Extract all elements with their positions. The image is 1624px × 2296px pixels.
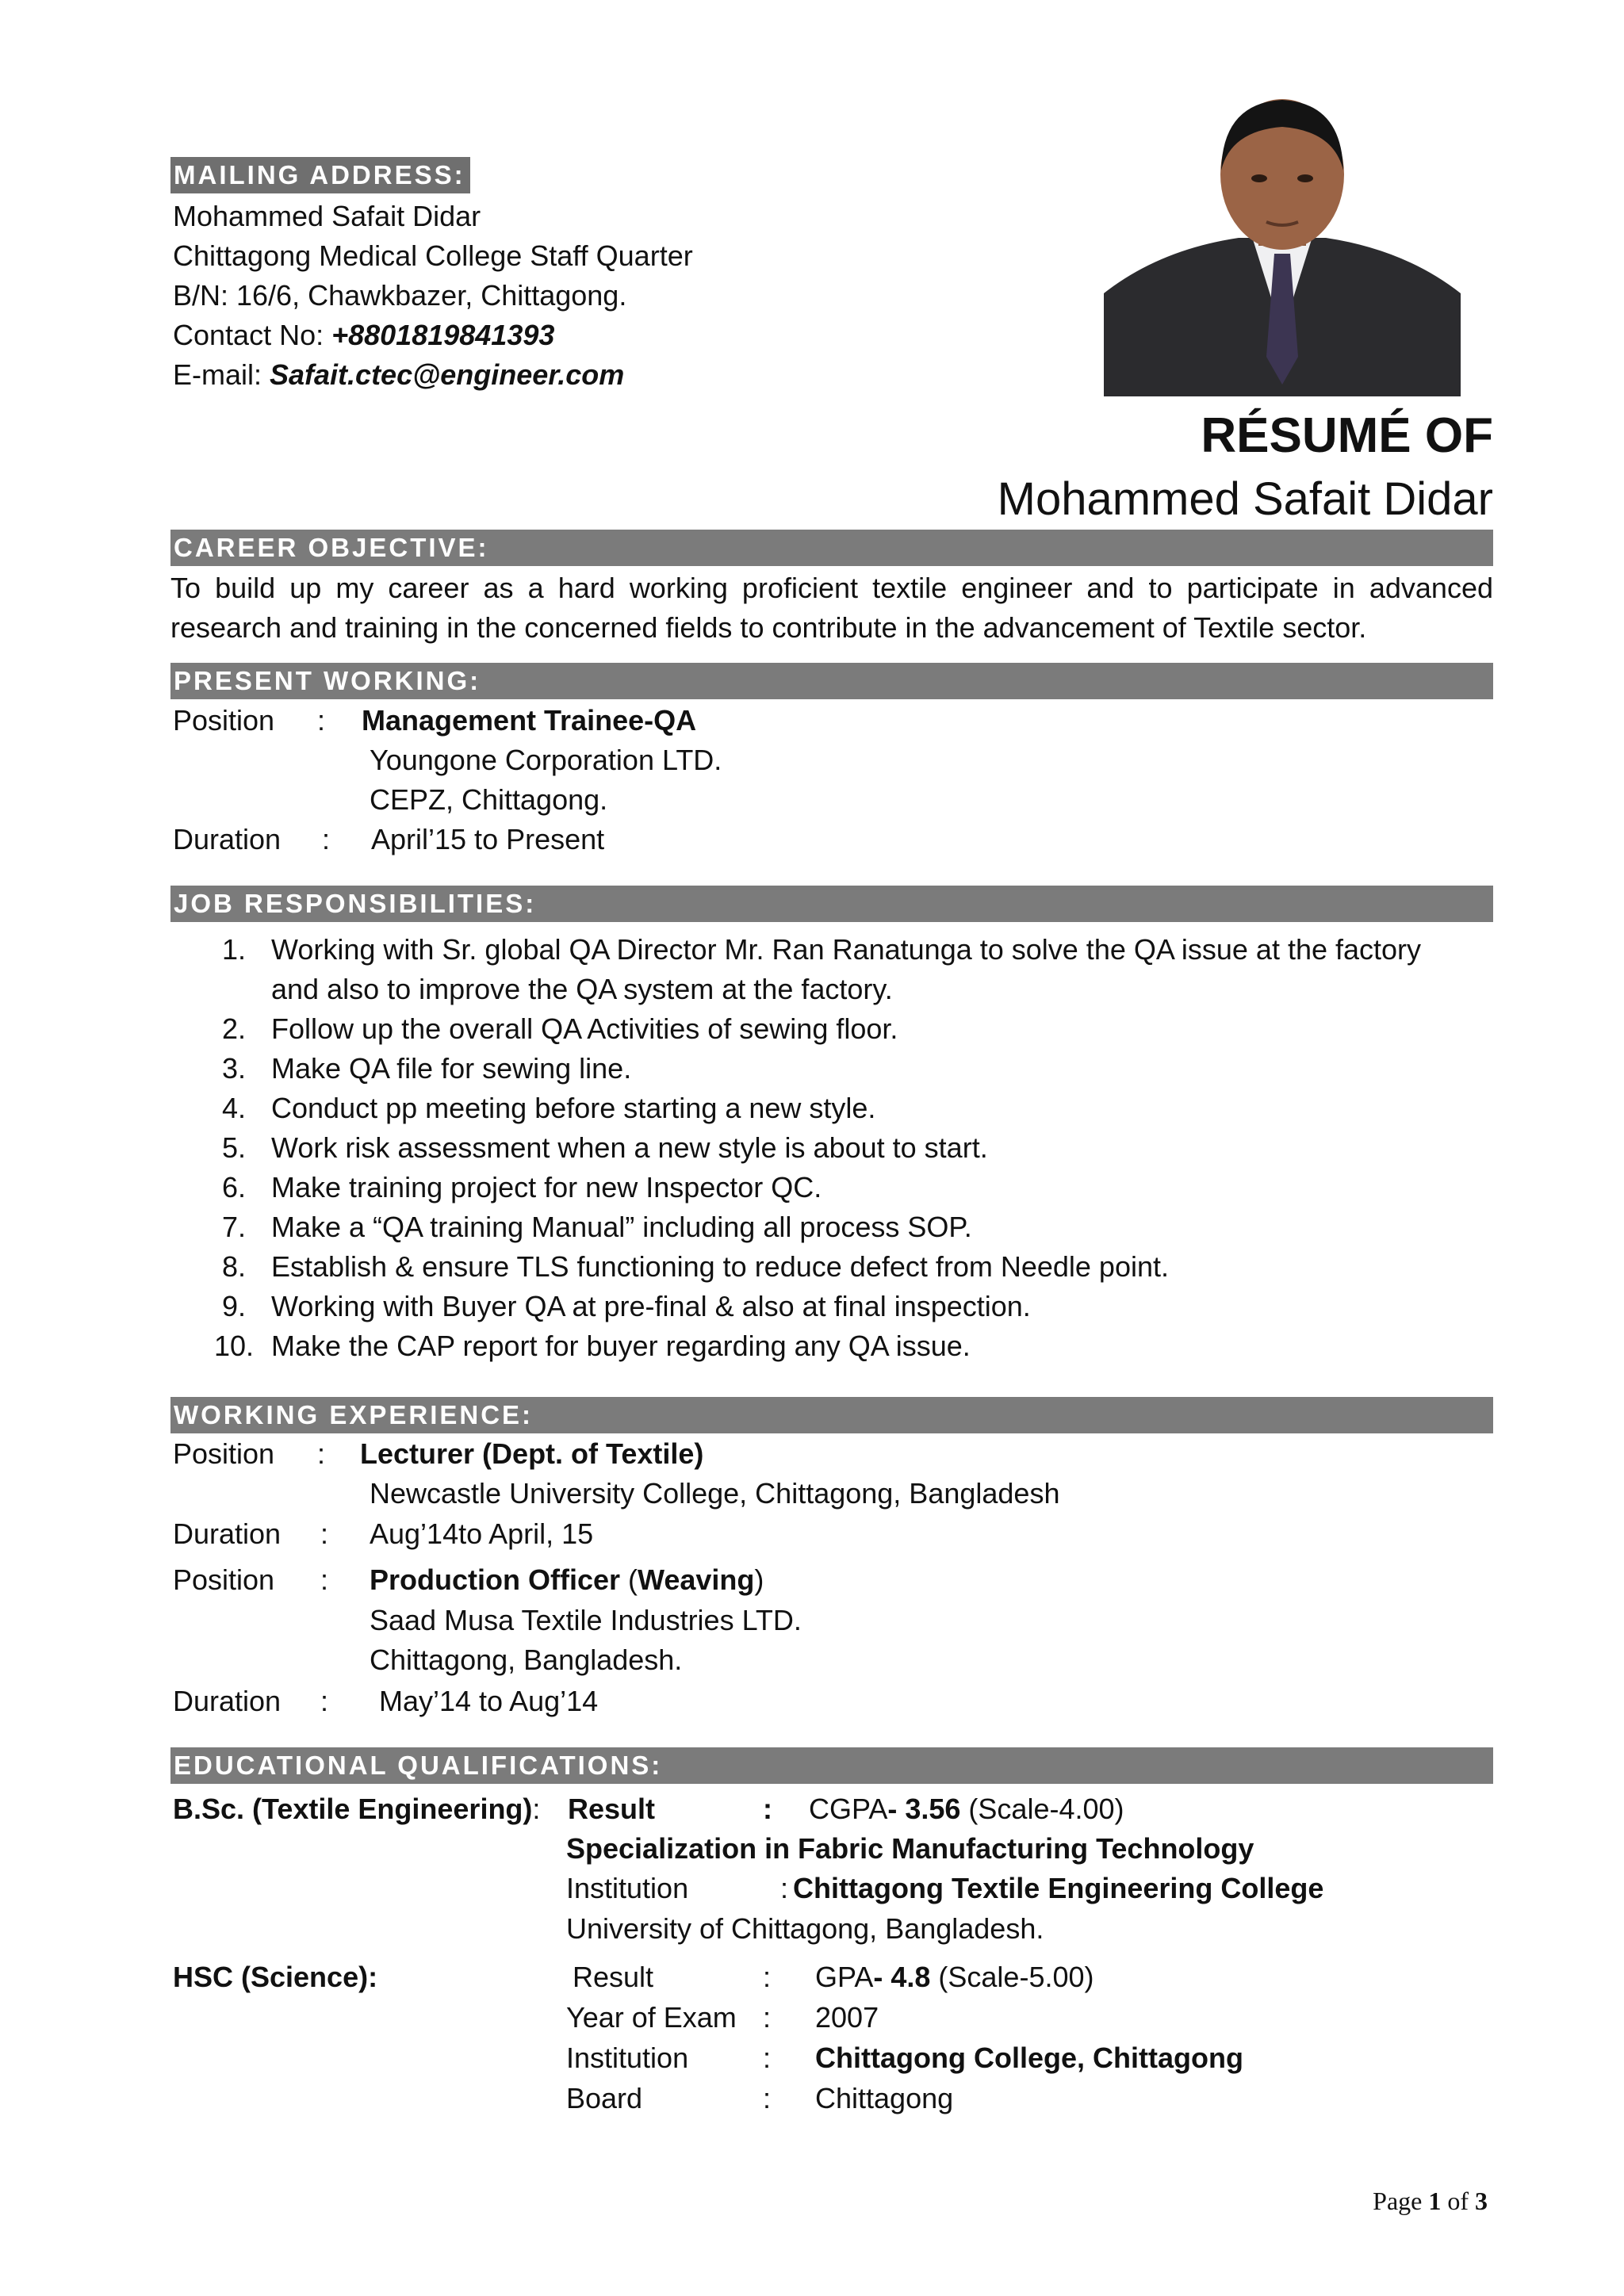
resume-name: Mohammed Safait Didar <box>997 473 1493 525</box>
duration-label: Duration <box>173 1685 282 1717</box>
colon: : <box>763 2042 772 2074</box>
working-experience-header: WORKING EXPERIENCE: <box>170 1397 1493 1433</box>
list-item: Work risk assessment when a new style is about to start. <box>271 1131 988 1164</box>
email-address: Safait.ctec@engineer.com <box>270 358 625 391</box>
list-number: 9. <box>222 1290 247 1322</box>
duration-label: Duration <box>173 1517 282 1550</box>
hsc-result <box>815 1957 1094 1997</box>
contact-line <box>173 316 554 355</box>
hsc-board: Chittagong <box>815 2082 954 2114</box>
position-label: Position <box>173 1563 275 1596</box>
hsc-result-prefix: GPA <box>815 1961 874 1993</box>
list-item: Make a “QA training Manual” including all process SOP. <box>271 1211 972 1243</box>
colon: : <box>320 1563 329 1596</box>
list-number: 4. <box>222 1092 247 1124</box>
list-number: 2. <box>222 1012 247 1045</box>
colon: : <box>780 1872 789 1904</box>
colon: : <box>763 2001 772 2034</box>
hsc-degree: HSC (Science): <box>173 1961 378 1993</box>
position-label: Position <box>173 704 275 737</box>
career-objective-text: To build up my career as a hard working proficient textile engineer and to participate in advanced research and training in the concerned fields to contribute in the advancement of Textile sector. <box>170 572 1493 644</box>
colon: : <box>320 1517 329 1550</box>
job2-location: Chittagong, Bangladesh. <box>370 1644 683 1676</box>
paren: ) <box>754 1563 764 1596</box>
resume-title: RÉSUMÉ OF <box>1201 408 1493 463</box>
job2-position <box>370 1560 764 1600</box>
mailing-address-line: Chittagong Medical College Staff Quarter <box>173 239 693 272</box>
list-item: Make the CAP report for buyer regarding any QA issue. <box>271 1330 971 1362</box>
list-item-continuation: and also to improve the QA system at the factory. <box>271 973 893 1005</box>
job1-company: Newcastle University College, Chittagong, Bangladesh <box>370 1477 1060 1510</box>
colon: : <box>763 1793 772 1825</box>
list-item: Make training project for new Inspector QC. <box>271 1171 822 1203</box>
colon: : <box>317 1437 326 1470</box>
colon: : <box>320 1685 329 1717</box>
page-label: Page <box>1373 2187 1423 2215</box>
job2-duration: May’14 to Aug’14 <box>379 1685 599 1717</box>
list-number: 8. <box>222 1250 247 1283</box>
colon: : <box>532 1793 541 1825</box>
educational-qualifications-header: EDUCATIONAL QUALIFICATIONS: <box>170 1747 1493 1784</box>
list-item: Establish & ensure TLS functioning to reduce defect from Needle point. <box>271 1250 1169 1283</box>
email-line <box>173 355 624 395</box>
page-of: of <box>1447 2187 1469 2215</box>
hsc-result-scale: (Scale-5.00) <box>930 1961 1094 1993</box>
bsc-degree <box>173 1789 540 1829</box>
present-company: Youngone Corporation LTD. <box>370 744 722 776</box>
list-number: 10. <box>214 1330 255 1362</box>
result-label: Result <box>568 1793 656 1825</box>
colon: : <box>317 704 326 737</box>
list-item: Make QA file for sewing line. <box>271 1052 632 1085</box>
career-objective-header: CAREER OBJECTIVE: <box>170 530 1493 566</box>
list-number: 5. <box>222 1131 247 1164</box>
list-item: Working with Buyer QA at pre-final & also at final inspection. <box>271 1290 1031 1322</box>
board-label: Board <box>566 2082 643 2114</box>
mailing-address-line: B/N: 16/6, Chawkbazer, Chittagong. <box>173 279 627 312</box>
list-number: 3. <box>222 1052 247 1085</box>
email-label: E-mail: <box>173 358 270 391</box>
job2-position-title: Production Officer <box>370 1563 621 1596</box>
page-number <box>1373 2187 1488 2216</box>
colon: : <box>763 1961 772 1993</box>
present-working-header: PRESENT WORKING: <box>170 663 1493 699</box>
bsc-institution: Chittagong Textile Engineering College <box>793 1872 1324 1904</box>
result-label: Result <box>573 1961 654 1993</box>
bsc-university: University of Chittagong, Bangladesh. <box>566 1912 1044 1945</box>
colon: : <box>763 2082 772 2114</box>
year-label: Year of Exam <box>566 2001 737 2034</box>
position-label: Position <box>173 1437 275 1470</box>
page-total: 3 <box>1475 2187 1488 2215</box>
institution-label: Institution <box>566 1872 689 1904</box>
hsc-result-value: - 4.8 <box>873 1961 931 1993</box>
colon: : <box>322 823 331 855</box>
present-duration: April’15 to Present <box>371 823 605 855</box>
contact-number: +8801819841393 <box>331 319 555 351</box>
mailing-name: Mohammed Safait Didar <box>173 200 481 232</box>
bsc-degree-title: B.Sc. (Textile Engineering) <box>173 1793 533 1825</box>
contact-label: Contact No: <box>173 319 332 351</box>
job1-duration: Aug’14to April, 15 <box>370 1517 594 1550</box>
paren: ( <box>620 1563 638 1596</box>
present-position: Management Trainee-QA <box>362 704 697 737</box>
bsc-result <box>809 1789 1124 1829</box>
list-item: Follow up the overall QA Activities of sewing floor. <box>271 1012 898 1045</box>
mailing-address-header: MAILING ADDRESS: <box>170 157 470 193</box>
profile-photo <box>1104 95 1461 396</box>
bsc-result-prefix: CGPA <box>809 1793 888 1825</box>
duration-label: Duration <box>173 823 282 855</box>
job2-company: Saad Musa Textile Industries LTD. <box>370 1604 802 1636</box>
bsc-result-value: - 3.56 <box>887 1793 961 1825</box>
list-item: Working with Sr. global QA Director Mr. Ran Ranatunga to solve the QA issue at the factory <box>271 933 1422 966</box>
job2-position-department: Weaving <box>638 1563 755 1596</box>
bsc-specialization: Specialization in Fabric Manufacturing Technology <box>566 1832 1254 1865</box>
hsc-institution: Chittagong College, Chittagong <box>815 2042 1243 2074</box>
list-item: Conduct pp meeting before starting a new style. <box>271 1092 876 1124</box>
job1-position: Lecturer (Dept. of Textile) <box>360 1437 704 1470</box>
bsc-result-scale: (Scale-4.00) <box>960 1793 1124 1825</box>
job-responsibilities-header: JOB RESPONSIBILITIES: <box>170 886 1493 922</box>
list-number: 7. <box>222 1211 247 1243</box>
list-number: 1. <box>222 933 247 966</box>
present-location: CEPZ, Chittagong. <box>370 783 608 816</box>
institution-label: Institution <box>566 2042 689 2074</box>
hsc-year: 2007 <box>815 2001 879 2034</box>
page-current: 1 <box>1428 2187 1442 2215</box>
list-number: 6. <box>222 1171 247 1203</box>
